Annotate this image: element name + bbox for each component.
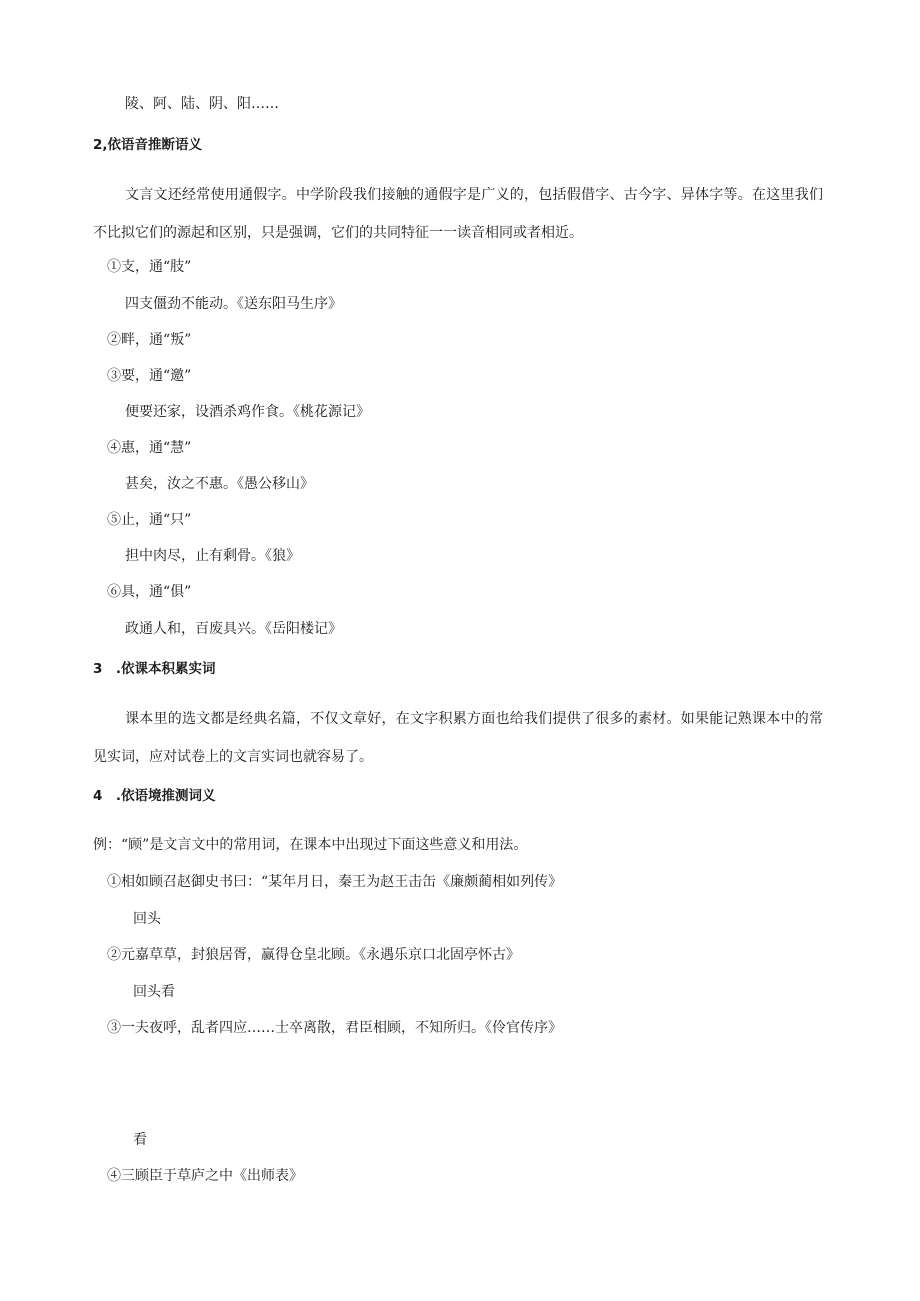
example-intro: 例：“顾”是文言文中的常用词，在课本中出现过下面这些意义和用法。 — [93, 837, 528, 853]
example-line-5: 担中肉尽，止有剩骨。《狼》 — [125, 548, 300, 564]
list-item-1: ①支，通“肢” — [107, 259, 192, 275]
example-line-6: 政通人和，百废具兴。《岳阳楼记》 — [125, 621, 342, 637]
paragraph-tongjiazi: 文言文还经常使用通假字。中学阶段我们接触的通假字是广义的，包括假借字、古今字、异体字等。在这里我们不比拟它们的源起和区别，只是强调，它们的共同特征一一读音相同或者相近。 — [93, 187, 823, 241]
char-list-line: 陵、阿、陆、阴、阳…… — [125, 96, 279, 112]
gu-meaning-2: 回头看 — [133, 984, 175, 1000]
list-item-2: ②畔，通“叛” — [107, 332, 192, 348]
example-line-3: 便要还家，设酒杀鸡作食。《桃花源记》 — [125, 404, 370, 420]
gu-usage-1: ①相如顾召赵御史书曰：“某年月日，秦王为赵王击缶《廉颇蔺相如列传》 — [107, 874, 563, 890]
section-heading-3: 3 .依课本积累实词 — [93, 661, 216, 677]
example-line-1: 四支僵劲不能动。《送东阳马生序》 — [125, 296, 342, 312]
list-item-3: ③要，通“邀” — [107, 368, 192, 384]
gu-meaning-1: 回头 — [133, 911, 161, 927]
gu-meaning-3: 看 — [133, 1132, 147, 1148]
section-heading-4: 4 .依语境推测词义 — [93, 788, 216, 804]
example-line-4: 甚矣，汝之不惠。《愚公移山》 — [125, 476, 314, 492]
gu-usage-4: ④三顾臣于草庐之中《出师表》 — [107, 1168, 303, 1184]
gu-usage-3: ③一夫夜呼，乱者四应……士卒离散，君臣相顾，不知所归。《伶官传序》 — [107, 1020, 562, 1036]
paragraph-textbook: 课本里的选文都是经典名篇，不仅文章好，在文字积累方面也给我们提供了很多的素材。如果能记熟课本中的常见实词，应对试卷上的文言实词也就容易了。 — [93, 711, 823, 765]
list-item-6: ⑥具，通“俱” — [107, 584, 192, 600]
section-heading-2: 2,依语音推断语义 — [93, 137, 203, 153]
list-item-4: ④惠，通“慧” — [107, 440, 192, 456]
list-item-5: ⑤止，通“只” — [107, 512, 192, 528]
gu-usage-2: ②元嘉草草，封狼居胥，赢得仓皇北顾。《永遇乐京口北固亭怀古》 — [107, 947, 520, 963]
